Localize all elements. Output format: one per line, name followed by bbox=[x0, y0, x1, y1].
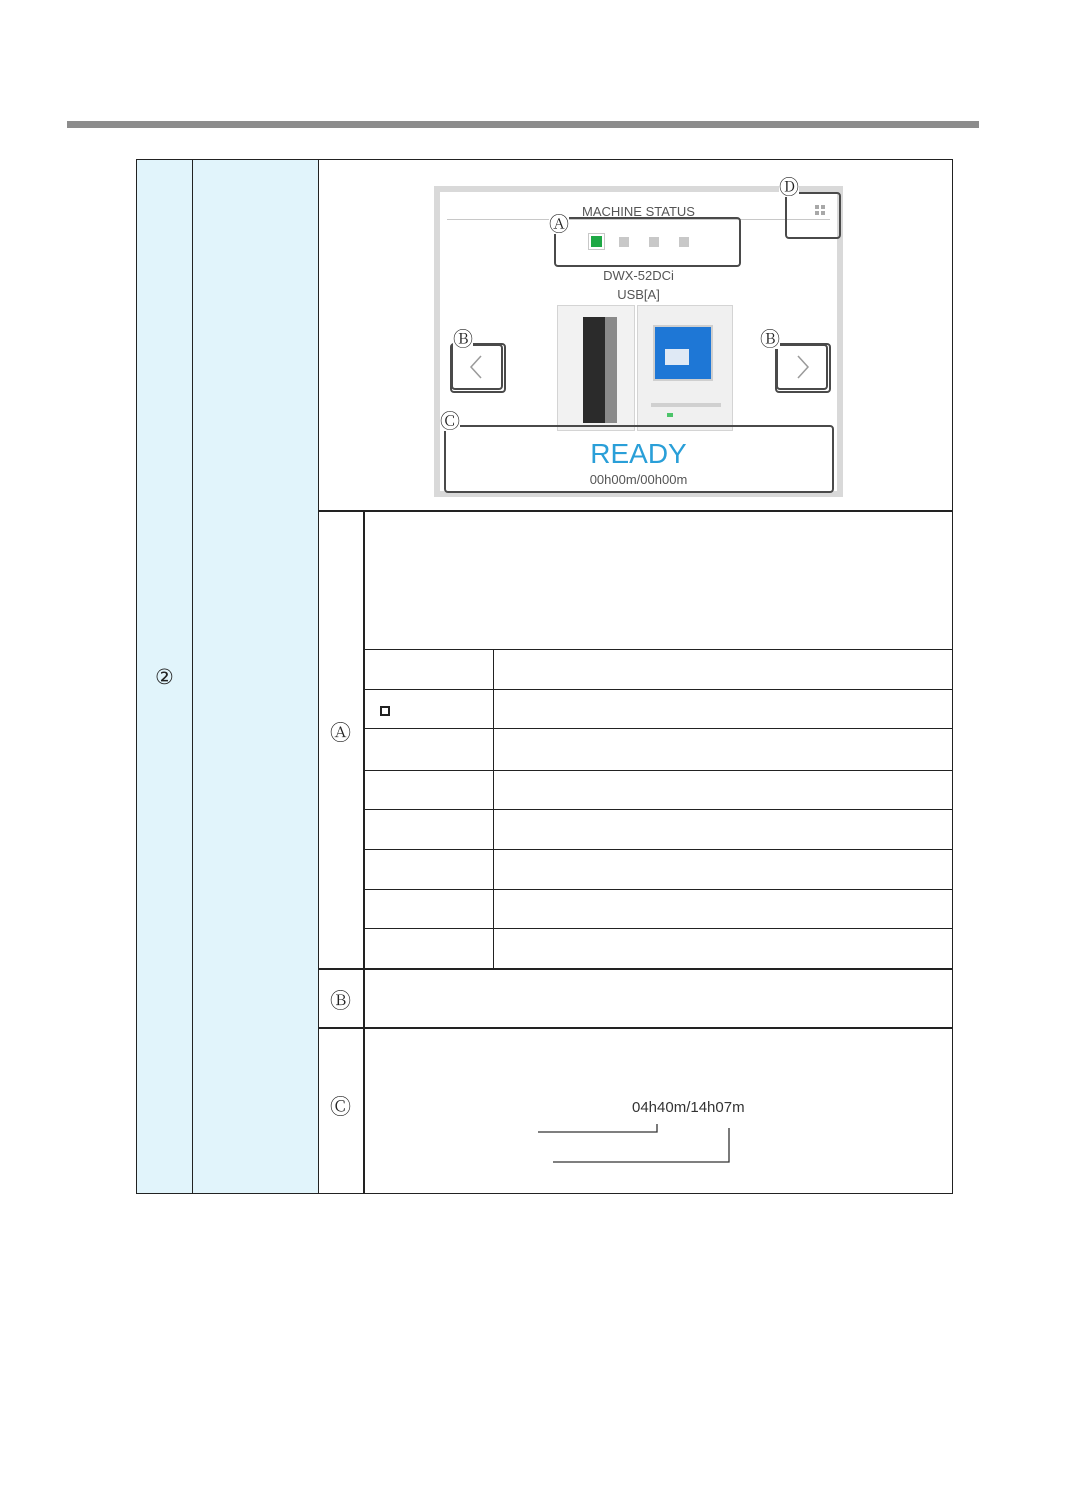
connection-port: USB[A] bbox=[617, 287, 660, 302]
time-readout: 00h00m/00h00m bbox=[589, 472, 688, 487]
subtable-line bbox=[363, 728, 953, 729]
name-column bbox=[193, 160, 319, 1193]
subtable-top bbox=[363, 649, 953, 650]
header-rule bbox=[67, 121, 979, 128]
subtable-divider bbox=[493, 649, 494, 968]
subtable-line bbox=[363, 889, 953, 890]
time-leader-lines bbox=[530, 1120, 750, 1170]
subtable-line bbox=[363, 689, 953, 690]
callout-d: Ⓓ bbox=[779, 175, 799, 199]
symbol-column-divider bbox=[363, 510, 365, 1194]
callout-b-left: Ⓑ bbox=[453, 327, 473, 351]
row-a-symbol: Ⓐ bbox=[330, 721, 351, 745]
callout-box-d bbox=[785, 192, 841, 239]
row-separator bbox=[318, 1027, 953, 1029]
callout-box-b-right bbox=[775, 343, 831, 393]
subtable-line bbox=[363, 849, 953, 850]
panel-title: MACHINE STATUS bbox=[582, 204, 695, 219]
row-separator bbox=[318, 510, 953, 512]
subtable-line bbox=[363, 928, 953, 929]
subtable-line bbox=[363, 770, 953, 771]
row-b-symbol: Ⓑ bbox=[330, 989, 351, 1013]
callout-a: Ⓐ bbox=[549, 212, 569, 236]
row-c-symbol: Ⓒ bbox=[330, 1095, 351, 1119]
callout-box-c bbox=[444, 425, 834, 493]
callout-b-right: Ⓑ bbox=[760, 327, 780, 351]
time-example: 04h40m/14h07m bbox=[632, 1099, 745, 1116]
indicator-square-icon bbox=[380, 706, 390, 716]
callout-box-a bbox=[554, 217, 741, 267]
callout-c: Ⓒ bbox=[440, 409, 460, 433]
row-separator bbox=[318, 968, 953, 970]
model-name: DWX-52DCi bbox=[603, 268, 674, 283]
machine-image bbox=[557, 305, 733, 431]
row-number: ② bbox=[155, 665, 174, 689]
status-text: READY bbox=[590, 438, 687, 469]
subtable-line bbox=[363, 809, 953, 810]
